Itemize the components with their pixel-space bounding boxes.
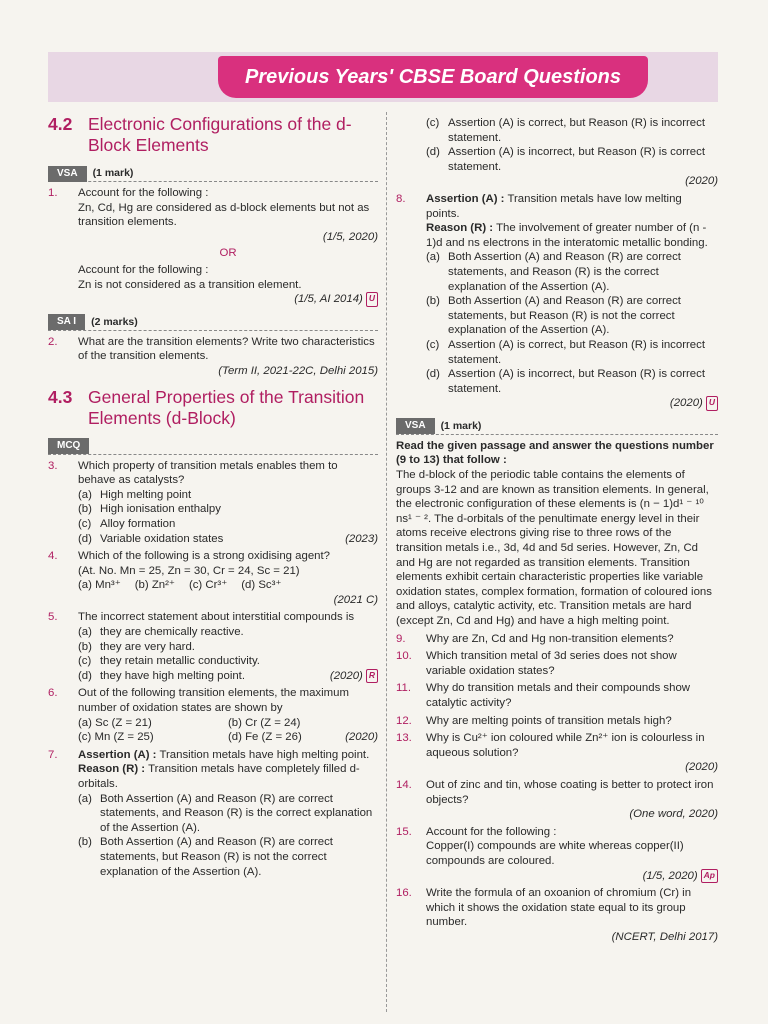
- option: [78, 532, 223, 547]
- marks-tag: VSA: [396, 418, 435, 434]
- option-text: Cr³⁺: [205, 579, 228, 592]
- question-number: 15.: [396, 825, 412, 838]
- banner-title: Previous Years' CBSE Board Questions: [245, 65, 621, 88]
- option-text: Assertion (A) is correct, but Reason (R) is incorrect statement.: [448, 117, 705, 144]
- section-heading: [48, 114, 378, 156]
- option-letter: (b): [78, 503, 92, 516]
- section-title: General Properties of the Transition Elements (d-Block): [88, 386, 365, 428]
- question-number: 7.: [48, 748, 58, 761]
- passage-intro: Read the given passage and answer the questions number (9 to 13) that follow :: [396, 439, 714, 467]
- option-text: they retain metallic conductivity.: [100, 655, 260, 668]
- option-row: [78, 578, 378, 593]
- question: [396, 778, 718, 822]
- question-number: 13.: [396, 732, 412, 745]
- section-number: 4.2: [48, 114, 73, 134]
- option-letter: (b): [78, 640, 92, 653]
- option-letter: (a): [78, 716, 92, 729]
- question-number: 12.: [396, 714, 412, 727]
- option-text: they are very hard.: [100, 640, 195, 653]
- option: [78, 654, 378, 669]
- option-letter: (c): [188, 579, 203, 592]
- assertion-text: Transition metals have low melting points.: [426, 192, 682, 220]
- question-ref: (2020): [345, 731, 378, 744]
- column-divider: [386, 112, 387, 1012]
- option-row: [78, 532, 378, 547]
- option-text: High melting point: [100, 488, 192, 501]
- question: [396, 825, 718, 883]
- question-text: Zn is not considered as a transition element.: [78, 278, 302, 291]
- option-letter: (d): [426, 368, 440, 381]
- option: [135, 578, 175, 593]
- marks-tag-line: [48, 166, 378, 182]
- option-letter: (a): [78, 626, 92, 639]
- question-text: The incorrect statement about interstitial compounds is: [78, 611, 355, 624]
- option-letter: (d): [426, 146, 440, 159]
- option: [78, 502, 378, 517]
- option: [241, 578, 281, 593]
- option-text: they are chemically reactive.: [100, 626, 244, 639]
- option: [78, 640, 378, 655]
- option-letter: (a): [78, 488, 92, 501]
- right-column: [396, 116, 718, 947]
- option-row: [78, 730, 378, 745]
- question-number: 4.: [48, 550, 58, 563]
- option-text: Both Assertion (A) and Reason (R) are correct statements, but Reason (R) is not the correct explanation of the Assertion (A).: [100, 836, 333, 878]
- question: [48, 549, 378, 607]
- question-number: 14.: [396, 778, 412, 791]
- question: [48, 610, 378, 683]
- option-text: Both Assertion (A) and Reason (R) are correct statements, and Reason (R) is the correct explanation of the Assertion (A).: [100, 792, 373, 834]
- left-column: [48, 106, 378, 882]
- option-text: Cr (Z = 24): [245, 716, 301, 729]
- question-text: Why do transition metals and their compounds show catalytic activity?: [426, 682, 691, 709]
- reason: [426, 221, 718, 250]
- option-letter: (a): [426, 251, 440, 264]
- question: [396, 632, 718, 647]
- option-text: Both Assertion (A) and Reason (R) are correct statements, but Reason (R) is not the correct explanation of the Assertion (A).: [448, 295, 681, 337]
- question-text: Zn, Cd, Hg are considered as d-block elements but not as transition elements.: [78, 201, 370, 229]
- question-ref-row: [426, 396, 718, 411]
- assertion-label: Assertion (A) :: [426, 192, 505, 205]
- option-letter: (d): [228, 731, 242, 744]
- option-text: Mn (Z = 25): [94, 731, 154, 744]
- question-text: Why are melting points of transition metals high?: [426, 714, 672, 727]
- question-ref: (2020): [685, 175, 718, 188]
- option: [78, 669, 245, 684]
- option: [189, 578, 227, 593]
- question-text: Account for the following :: [78, 187, 209, 199]
- option-text: they have high melting point.: [100, 669, 246, 682]
- question-text: Copper(I) compounds are white whereas copper(II) compounds are coloured.: [426, 840, 684, 867]
- option: [78, 792, 378, 836]
- option-letter: (c): [78, 517, 92, 530]
- question-text: Account for the following :: [78, 263, 209, 276]
- assertion-text: Transition metals have high melting point.: [159, 748, 370, 761]
- question-text: Which transition metal of 3d series does not show variable oxidation states?: [426, 650, 677, 677]
- marks-note: (1 mark): [440, 420, 482, 433]
- option: [228, 716, 378, 731]
- question-ref: (2023): [345, 532, 378, 545]
- question: [48, 686, 378, 744]
- question-ref: (2020): [685, 761, 718, 774]
- option-text: Both Assertion (A) and Reason (R) are correct statements, and Reason (R) is the correct explanation of the Assertion (A).: [448, 251, 681, 293]
- option-text: Fe (Z = 26): [245, 731, 302, 744]
- question: [48, 335, 378, 379]
- marks-note: (2 marks): [91, 315, 138, 328]
- question-text: Out of the following transition elements, the maximum number of oxidation states are shown by: [78, 687, 349, 715]
- question-number-spacer: [396, 116, 426, 189]
- option: [78, 835, 378, 879]
- option: [426, 294, 718, 338]
- question-text: Which property of transition metals enables them to behave as catalysts?: [78, 459, 338, 487]
- assertion: [78, 748, 378, 763]
- option-text: Variable oxidation states: [100, 532, 224, 545]
- option: [78, 488, 378, 503]
- option-text: Sc (Z = 21): [95, 716, 152, 729]
- banner: [218, 56, 648, 98]
- question-continued: [396, 116, 718, 189]
- question-ref: (1/5, 2020): [642, 869, 698, 882]
- option-letter: (c): [426, 338, 440, 351]
- option-letter: (c): [78, 655, 92, 668]
- section-number: 4.3: [48, 386, 73, 407]
- option-letter: (d): [241, 579, 256, 592]
- option: [78, 730, 228, 745]
- question: [396, 681, 718, 710]
- assertion: [426, 192, 718, 221]
- option-letter: (b): [78, 836, 92, 849]
- question-ref: (NCERT, Delhi 2017): [611, 930, 718, 943]
- question-ref-row: [330, 669, 378, 684]
- option-text: Assertion (A) is correct, but Reason (R) is incorrect statement.: [448, 338, 705, 366]
- reason-text: The involvement of greater number of (n - 1)d and ns electrons in the interatomic metallic bonding.: [426, 222, 708, 249]
- option-text: Alloy formation: [100, 517, 176, 530]
- question-ref: (2020): [329, 669, 363, 682]
- question: [396, 731, 718, 775]
- reason-label: Reason (R) :: [78, 763, 146, 776]
- option: [228, 730, 345, 745]
- question-text: What are the transition elements? Write two characteristics of the transition elements.: [78, 335, 375, 363]
- question-text: Out of zinc and tin, whose coating is better to protect iron objects?: [426, 778, 714, 806]
- option-text: Sc³⁺: [258, 579, 282, 592]
- question-number: 8.: [396, 192, 406, 205]
- question-ref: (2021 C): [333, 593, 378, 606]
- question-ref: (2020): [669, 397, 703, 410]
- difficulty-badge: R: [366, 669, 378, 684]
- marks-tag: SA I: [48, 314, 85, 330]
- option-letter: (d): [78, 532, 92, 545]
- question-text: Why is Cu²⁺ ion coloured while Zn²⁺ ion is colourless in aqueous solution?: [426, 732, 705, 759]
- option-letter: (c): [426, 117, 440, 129]
- option-letter: (c): [78, 731, 92, 744]
- option: [426, 116, 718, 145]
- question-number: 10.: [396, 650, 412, 663]
- marks-tag-line: [396, 419, 718, 435]
- option: [78, 716, 228, 731]
- difficulty-badge: U: [706, 396, 718, 411]
- section-heading: [48, 387, 378, 429]
- passage-text: The d-block of the periodic table contains the elements of groups 3-12 and are known as transition elements. In general, the electronic configuration of these elements is (n − 1)d¹ ⁻ ¹⁰ ns¹ ⁻ ². The d-orbitals of the penultimate energy level in their atoms receive electrons giving rise to three rows of the transition metals i.e., 3d, 4d and 5d series. However, Zn, Cd and Hg are not regarded as transition elements. Transition elements exhibit certain characteristic properties like variable oxidation states, complex formation, formation of coloured ions and alloys, catalytic activity, etc. Transition metals are hard (except Zn, Cd and Hg) and have a high melting point.: [396, 469, 712, 627]
- section-title: Electronic Configurations of the d-Block Elements: [88, 114, 352, 155]
- question-number: 5.: [48, 611, 58, 624]
- question-text: Write the formula of an oxoanion of chromium (Cr) in which it shows the oxidation state equal to its group number.: [426, 887, 692, 929]
- question-text: Which of the following is a strong oxidising agent?: [78, 550, 331, 563]
- question: [48, 748, 378, 879]
- header-band: [48, 52, 718, 102]
- question-ref-row: [426, 869, 718, 884]
- option-letter: (b): [134, 579, 149, 592]
- question-number: 11.: [396, 682, 411, 695]
- option-text: Mn³⁺: [95, 579, 121, 592]
- option-text: Zn²⁺: [151, 579, 175, 592]
- question-number: 1.: [48, 187, 58, 199]
- option-row: [78, 716, 378, 731]
- option-letter: (d): [78, 669, 92, 682]
- option: [78, 517, 378, 532]
- marks-tag: VSA: [48, 166, 87, 182]
- option-letter: (a): [78, 579, 92, 592]
- question: [48, 186, 378, 307]
- question-ref-row: [78, 292, 378, 307]
- option: [78, 625, 378, 640]
- option-letter: (a): [78, 792, 92, 805]
- question: [396, 192, 718, 411]
- option-text: Assertion (A) is incorrect, but Reason (R) is correct statement.: [448, 146, 705, 173]
- option: [426, 338, 718, 367]
- option: [426, 145, 718, 174]
- assertion-label: Assertion (A) :: [78, 748, 157, 761]
- reason: [78, 762, 378, 791]
- option: [426, 367, 718, 396]
- question-ref: (One word, 2020): [629, 808, 718, 821]
- question: [396, 714, 718, 729]
- question: [48, 459, 378, 547]
- marks-tag-line: [48, 315, 378, 331]
- option-letter: (b): [228, 716, 242, 729]
- option: [426, 250, 718, 294]
- option-text: Assertion (A) is incorrect, but Reason (R) is correct statement.: [448, 368, 705, 395]
- question-ref: (1/5, AI 2014): [294, 293, 363, 306]
- question-number: 16.: [396, 887, 412, 900]
- marks-tag: MCQ: [48, 438, 89, 454]
- marks-note: (1 mark): [92, 167, 134, 180]
- question: [396, 649, 718, 678]
- option-row: [78, 669, 378, 684]
- question-ref: (Term II, 2021-22C, Delhi 2015): [218, 364, 378, 377]
- marks-tag-line: [48, 439, 378, 455]
- question-text: Why are Zn, Cd and Hg non-transition elements?: [426, 632, 674, 645]
- difficulty-badge: Ap: [701, 869, 718, 884]
- question-number: 9.: [396, 632, 406, 645]
- question-number: 6.: [48, 687, 58, 700]
- reason-text: Transition metals have completely filled d-orbitals.: [78, 763, 360, 790]
- option-letter: (b): [426, 295, 440, 308]
- difficulty-badge: U: [366, 292, 378, 307]
- question-data: (At. No. Mn = 25, Zn = 30, Cr = 24, Sc = 21): [78, 564, 300, 577]
- question-ref: (1/5, 2020): [322, 230, 378, 243]
- question-number: 2.: [48, 335, 58, 348]
- reason-label: Reason (R) :: [426, 222, 494, 235]
- option-text: High ionisation enthalpy: [100, 503, 221, 516]
- or-separator: OR: [219, 247, 237, 260]
- option: [78, 578, 121, 593]
- question: [396, 886, 718, 944]
- question-number: 3.: [48, 459, 58, 472]
- question-text: Account for the following :: [426, 825, 557, 838]
